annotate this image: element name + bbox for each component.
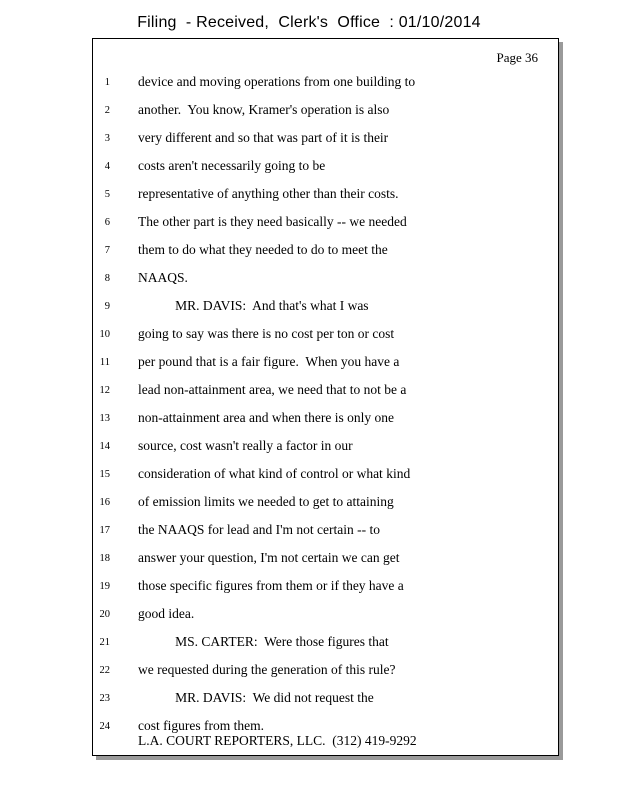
line-number: 15 <box>99 469 110 480</box>
line-number: 18 <box>99 553 110 564</box>
line-text: answer your question, I'm not certain we can get <box>138 550 400 565</box>
line-number: 21 <box>99 637 110 648</box>
line-number: 12 <box>99 385 110 396</box>
line-number: 19 <box>99 581 110 592</box>
line-number: 22 <box>99 665 110 676</box>
line-text: MR. DAVIS: And that's what I was <box>138 298 369 313</box>
line-text: source, cost wasn't really a factor in our <box>138 438 353 453</box>
line-number: 1 <box>104 77 110 88</box>
line-text: representative of anything other than their costs. <box>138 186 399 201</box>
line-text: we requested during the generation of this rule? <box>138 662 396 677</box>
line-text: MR. DAVIS: We did not request the <box>138 690 374 705</box>
transcript-line <box>93 634 533 654</box>
transcript-line <box>93 158 533 178</box>
transcript-line <box>93 438 533 458</box>
line-number: 20 <box>99 609 110 620</box>
court-reporter-footer: L.A. COURT REPORTERS, LLC. (312) 419-9292 <box>138 733 417 748</box>
line-number: 7 <box>104 245 110 256</box>
page-number: Page 36 <box>496 50 538 65</box>
line-text: another. You know, Kramer's operation is also <box>138 102 390 117</box>
line-number: 10 <box>99 329 110 340</box>
line-number: 8 <box>104 273 110 284</box>
transcript-line <box>93 130 533 150</box>
line-number: 17 <box>99 525 110 536</box>
transcript-line <box>93 578 533 598</box>
transcript-line <box>93 270 533 290</box>
transcript-line <box>93 214 533 234</box>
line-number: 3 <box>104 133 110 144</box>
transcript-page <box>92 38 559 756</box>
line-text: of emission limits we needed to get to attaining <box>138 494 394 509</box>
line-number: 5 <box>104 189 110 200</box>
transcript-line <box>93 186 533 206</box>
line-number: 13 <box>99 413 110 424</box>
line-text: going to say was there is no cost per ton or cost <box>138 326 395 341</box>
line-number: 16 <box>99 497 110 508</box>
line-number: 14 <box>99 441 110 452</box>
transcript-line <box>93 298 533 318</box>
transcript-line <box>93 606 533 626</box>
line-text: consideration of what kind of control or what kind <box>138 466 411 481</box>
transcript-line <box>93 326 533 346</box>
transcript-line <box>93 466 533 486</box>
transcript-line <box>93 74 533 94</box>
line-number: 11 <box>99 357 110 368</box>
line-number: 9 <box>104 301 110 312</box>
transcript-line <box>93 242 533 262</box>
filing-header: Filing - Received, Clerk's Office : 01/10/2014 <box>137 14 481 31</box>
line-number: 23 <box>99 693 110 704</box>
line-text: non-attainment area and when there is only one <box>138 410 395 425</box>
line-text: MS. CARTER: Were those figures that <box>138 634 389 649</box>
transcript-line <box>93 494 533 514</box>
line-text: per pound that is a fair figure. When you have a <box>138 354 400 369</box>
transcript-line <box>93 550 533 570</box>
line-text: good idea. <box>138 606 195 621</box>
line-text: them to do what they needed to do to meet the <box>138 242 388 257</box>
transcript-line <box>93 410 533 430</box>
line-text: device and moving operations from one building to <box>138 74 416 89</box>
line-text: The other part is they need basically -- we needed <box>138 214 407 229</box>
line-text: very different and so that was part of it is their <box>138 130 389 145</box>
transcript-line <box>93 522 533 542</box>
transcript-line <box>93 382 533 402</box>
line-text: lead non-attainment area, we need that to not be a <box>138 382 407 397</box>
transcript-line <box>93 354 533 374</box>
line-text: NAAQS. <box>138 270 188 285</box>
line-number: 24 <box>99 721 110 732</box>
line-text: costs aren't necessarily going to be <box>138 158 326 173</box>
line-number: 4 <box>104 161 110 172</box>
line-number: 2 <box>104 105 110 116</box>
line-number: 6 <box>104 217 110 228</box>
line-text: cost figures from them. <box>138 718 264 733</box>
line-text: those specific figures from them or if they have a <box>138 578 404 593</box>
line-text: the NAAQS for lead and I'm not certain -- to <box>138 522 380 537</box>
transcript-line <box>93 662 533 682</box>
transcript-line <box>93 102 533 122</box>
transcript-line <box>93 690 533 710</box>
